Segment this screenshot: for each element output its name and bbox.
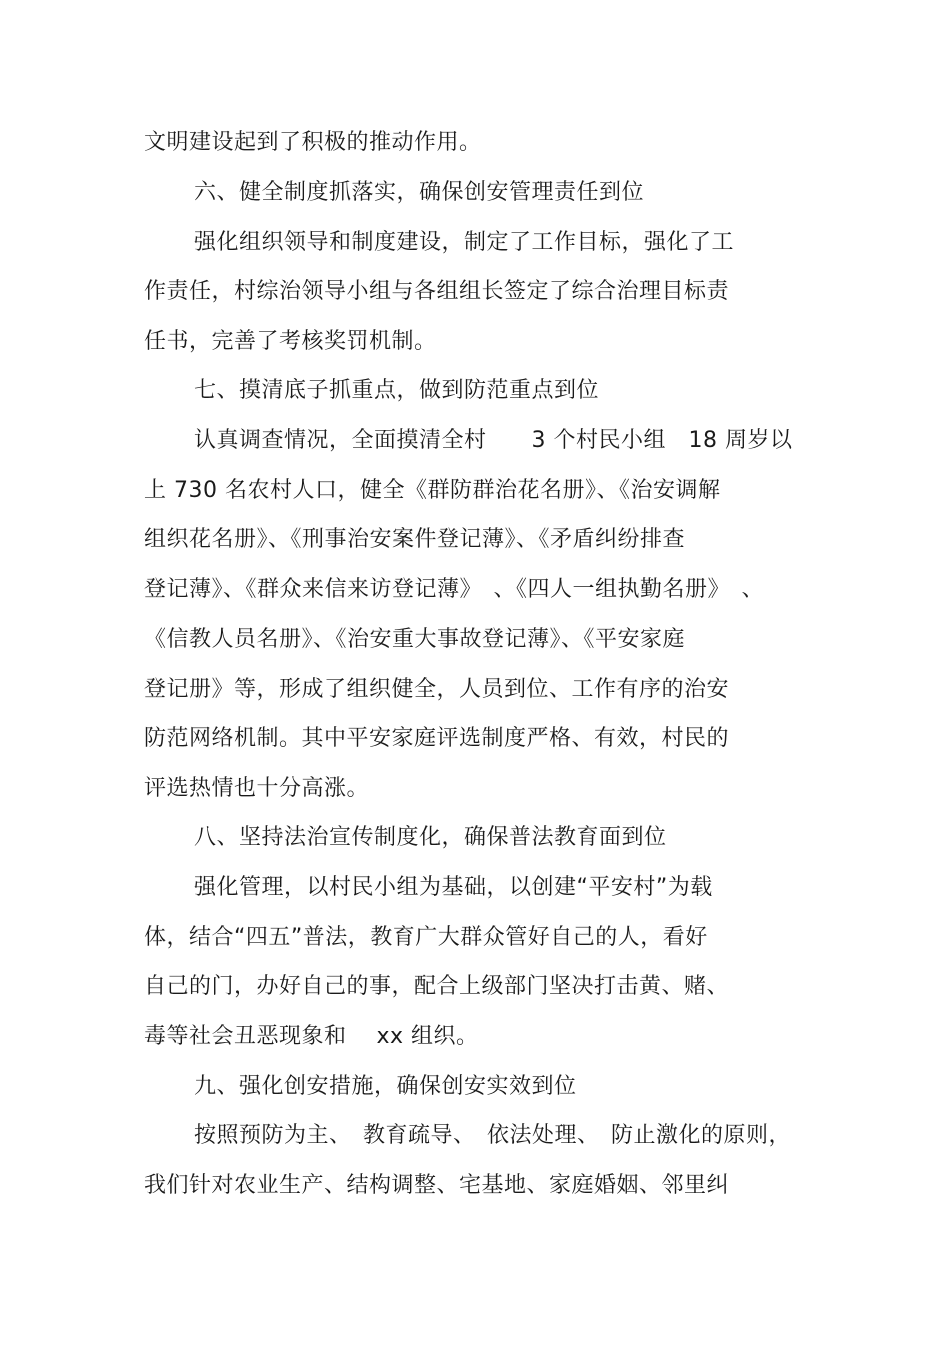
text-line: 登记册》等，形成了组织健全，人员到位、工作有序的治安	[144, 677, 730, 702]
text-line: 自己的门，办好自己的事，配合上级部门坚决打击黄、赌、	[144, 974, 730, 999]
text-line: 组织花名册》、《刑事治安案件登记薄》、《矛盾纠纷排查	[144, 527, 686, 552]
section-heading-8: 八、坚持法治宣传制度化，确保普法教育面到位	[194, 825, 667, 850]
text-line: 按照预防为主、 教育疏导、 依法处理、 防止激化的原则，	[194, 1123, 792, 1148]
section-heading-6: 六、健全制度抓落实，确保创安管理责任到位	[194, 180, 645, 205]
text-line: 文明建设起到了积极的推动作用。	[144, 130, 482, 155]
text-line: 登记薄》、《群众来信来访登记薄》 、《四人一组执勤名册》 、	[144, 577, 765, 602]
section-heading-7: 七、摸清底子抓重点，做到防范重点到位	[194, 378, 600, 403]
text-line: 强化组织领导和制度建设，制定了工作目标，强化了工	[194, 230, 735, 255]
text-line: 上 730 名农村人口，健全《群防群治花名册》、《治安调解	[144, 478, 721, 503]
text-line: 防范网络机制。其中平安家庭评选制度严格、有效，村民的	[144, 726, 730, 751]
text-line: 《信教人员名册》、《治安重大事故登记薄》、《平安家庭	[144, 627, 686, 652]
text-line: 评选热情也十分高涨。	[144, 776, 370, 801]
text-line: 强化管理，以村民小组为基础，以创建“平安村”为载	[194, 875, 713, 900]
section-heading-9: 九、强化创安措施，确保创安实效到位	[194, 1074, 577, 1099]
text-line: 我们针对农业生产、结构调整、宅基地、家庭婚姻、邻里纠	[144, 1173, 730, 1198]
text-line: 任书，完善了考核奖罚机制。	[144, 329, 437, 354]
text-line: 认真调查情况，全面摸清全村 3 个村民小组 18 周岁以	[194, 428, 793, 453]
text-line: 体，结合“四五”普法，教育广大群众管好自己的人，看好	[144, 925, 708, 950]
text-line: 作责任，村综治领导小组与各组组长签定了综合治理目标责	[144, 279, 730, 304]
text-line: 毒等社会丑恶现象和 xx 组织。	[144, 1024, 479, 1049]
